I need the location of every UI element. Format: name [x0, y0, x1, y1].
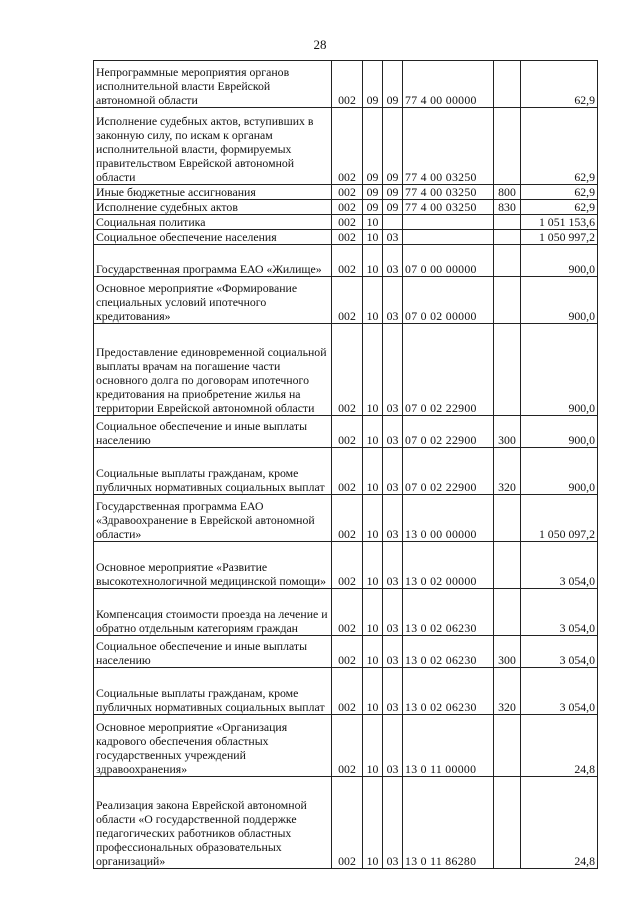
expense-type-cell [494, 215, 521, 230]
section-code-cell: 09 [363, 61, 383, 108]
row-name-cell: Предоставление единовременной социальной выплаты врачам на погашение части основного долга по договорам ипотечного кредитования на приобретение жилья на территории Еврейской автономной области [94, 324, 332, 416]
target-article-cell: 13 0 11 86280 [403, 777, 494, 869]
section-code-cell: 09 [363, 185, 383, 200]
subsection-code-cell: 03 [383, 777, 403, 869]
row-name-cell: Социальные выплаты гражданам, кроме публичных нормативных социальных выплат [94, 668, 332, 715]
admin-code-cell: 002 [332, 277, 363, 324]
amount-cell: 24,8 [521, 777, 598, 869]
row-name-cell: Основное мероприятие «Организация кадрового обеспечения областных государственных учреждений здравоохранения» [94, 715, 332, 777]
target-article-cell: 13 0 02 06230 [403, 636, 494, 668]
subsection-code-cell: 03 [383, 416, 403, 448]
subsection-code-cell: 03 [383, 448, 403, 495]
page-number: 28 [313, 37, 327, 52]
target-article-cell: 07 0 02 00000 [403, 277, 494, 324]
row-name-cell: Исполнение судебных актов, вступивших в законную силу, по искам к органам исполнительной власти, формируемых правительством Еврейской автономной области [94, 108, 332, 185]
row-name-cell: Реализация закона Еврейской автономной области «О государственной поддержке педагогических работников областных профессиональных образовательных организаций» [94, 777, 332, 869]
expense-type-cell [494, 542, 521, 589]
table-row [94, 589, 598, 636]
expense-type-cell [494, 277, 521, 324]
row-name-cell: Социальное обеспечение и иные выплаты населению [94, 416, 332, 448]
admin-code-cell: 002 [332, 589, 363, 636]
expense-type-cell [494, 324, 521, 416]
section-code-cell: 10 [363, 777, 383, 869]
amount-cell: 3 054,0 [521, 542, 598, 589]
admin-code-cell: 002 [332, 215, 363, 230]
amount-cell: 3 054,0 [521, 636, 598, 668]
subsection-code-cell: 09 [383, 108, 403, 185]
target-article-cell [403, 215, 494, 230]
table-row [94, 245, 598, 277]
table-row [94, 715, 598, 777]
table-row [94, 416, 598, 448]
row-name-cell: Социальное обеспечение и иные выплаты населению [94, 636, 332, 668]
subsection-code-cell: 03 [383, 542, 403, 589]
table-row [94, 230, 598, 245]
target-article-cell: 13 0 11 00000 [403, 715, 494, 777]
amount-cell: 900,0 [521, 416, 598, 448]
admin-code-cell: 002 [332, 245, 363, 277]
target-article-cell: 77 4 00 03250 [403, 185, 494, 200]
section-code-cell: 10 [363, 230, 383, 245]
section-code-cell: 10 [363, 277, 383, 324]
row-name-cell: Иные бюджетные ассигнования [94, 185, 332, 200]
amount-cell: 1 050 097,2 [521, 495, 598, 542]
admin-code-cell: 002 [332, 230, 363, 245]
expense-type-cell [494, 61, 521, 108]
subsection-code-cell: 09 [383, 200, 403, 215]
target-article-cell [403, 230, 494, 245]
subsection-code-cell: 03 [383, 495, 403, 542]
subsection-code-cell: 03 [383, 245, 403, 277]
amount-cell: 62,9 [521, 108, 598, 185]
amount-cell: 3 054,0 [521, 668, 598, 715]
table-row [94, 448, 598, 495]
expense-type-cell: 320 [494, 448, 521, 495]
table-row [94, 495, 598, 542]
section-code-cell: 10 [363, 668, 383, 715]
admin-code-cell: 002 [332, 715, 363, 777]
admin-code-cell: 002 [332, 668, 363, 715]
amount-cell: 900,0 [521, 245, 598, 277]
table-row [94, 61, 598, 108]
row-name-cell: Государственная программа ЕАО «Жилище» [94, 245, 332, 277]
subsection-code-cell: 09 [383, 185, 403, 200]
amount-cell: 24,8 [521, 715, 598, 777]
table-row [94, 777, 598, 869]
amount-cell: 62,9 [521, 61, 598, 108]
expense-type-cell [494, 245, 521, 277]
target-article-cell: 77 4 00 03250 [403, 108, 494, 185]
target-article-cell: 13 0 02 00000 [403, 542, 494, 589]
expense-type-cell: 800 [494, 185, 521, 200]
section-code-cell: 10 [363, 416, 383, 448]
admin-code-cell: 002 [332, 61, 363, 108]
admin-code-cell: 002 [332, 200, 363, 215]
target-article-cell: 13 0 02 06230 [403, 589, 494, 636]
budget-table [93, 60, 598, 869]
admin-code-cell: 002 [332, 542, 363, 589]
expense-type-cell [494, 777, 521, 869]
target-article-cell: 13 0 00 00000 [403, 495, 494, 542]
section-code-cell: 10 [363, 245, 383, 277]
amount-cell: 3 054,0 [521, 589, 598, 636]
admin-code-cell: 002 [332, 185, 363, 200]
section-code-cell: 10 [363, 589, 383, 636]
section-code-cell: 10 [363, 636, 383, 668]
budget-table-body [94, 61, 598, 869]
expense-type-cell [494, 715, 521, 777]
expense-type-cell [494, 108, 521, 185]
table-row [94, 108, 598, 185]
target-article-cell: 07 0 02 22900 [403, 324, 494, 416]
section-code-cell: 10 [363, 495, 383, 542]
section-code-cell: 09 [363, 200, 383, 215]
amount-cell: 900,0 [521, 324, 598, 416]
section-code-cell: 10 [363, 448, 383, 495]
subsection-code-cell: 03 [383, 277, 403, 324]
subsection-code-cell: 03 [383, 589, 403, 636]
subsection-code-cell: 03 [383, 668, 403, 715]
admin-code-cell: 002 [332, 108, 363, 185]
target-article-cell: 77 4 00 03250 [403, 200, 494, 215]
row-name-cell: Основное мероприятие «Развитие высокотехнологичной медицинской помощи» [94, 542, 332, 589]
expense-type-cell: 300 [494, 636, 521, 668]
amount-cell: 900,0 [521, 448, 598, 495]
subsection-code-cell: 03 [383, 324, 403, 416]
row-name-cell: Компенсация стоимости проезда на лечение и обратно отдельным категориям граждан [94, 589, 332, 636]
expense-type-cell: 320 [494, 668, 521, 715]
target-article-cell: 77 4 00 00000 [403, 61, 494, 108]
row-name-cell: Исполнение судебных актов [94, 200, 332, 215]
expense-type-cell [494, 230, 521, 245]
amount-cell: 900,0 [521, 277, 598, 324]
expense-type-cell [494, 589, 521, 636]
section-code-cell: 10 [363, 215, 383, 230]
row-name-cell: Государственная программа ЕАО «Здравоохранение в Еврейской автономной области» [94, 495, 332, 542]
target-article-cell: 07 0 00 00000 [403, 245, 494, 277]
subsection-code-cell [383, 215, 403, 230]
admin-code-cell: 002 [332, 777, 363, 869]
amount-cell: 1 051 153,6 [521, 215, 598, 230]
table-row [94, 636, 598, 668]
amount-cell: 1 050 997,2 [521, 230, 598, 245]
admin-code-cell: 002 [332, 324, 363, 416]
row-name-cell: Основное мероприятие «Формирование специальных условий ипотечного кредитования» [94, 277, 332, 324]
table-row [94, 542, 598, 589]
subsection-code-cell: 03 [383, 636, 403, 668]
row-name-cell: Социальная политика [94, 215, 332, 230]
admin-code-cell: 002 [332, 416, 363, 448]
table-row [94, 215, 598, 230]
table-row [94, 277, 598, 324]
subsection-code-cell: 09 [383, 61, 403, 108]
table-row [94, 200, 598, 215]
admin-code-cell: 002 [332, 448, 363, 495]
expense-type-cell [494, 495, 521, 542]
expense-type-cell: 300 [494, 416, 521, 448]
table-row [94, 185, 598, 200]
target-article-cell: 07 0 02 22900 [403, 448, 494, 495]
section-code-cell: 09 [363, 108, 383, 185]
subsection-code-cell: 03 [383, 715, 403, 777]
table-row [94, 324, 598, 416]
section-code-cell: 10 [363, 324, 383, 416]
amount-cell: 62,9 [521, 200, 598, 215]
admin-code-cell: 002 [332, 495, 363, 542]
expense-type-cell: 830 [494, 200, 521, 215]
row-name-cell: Непрограммные мероприятия органов исполнительной власти Еврейской автономной области [94, 61, 332, 108]
table-row [94, 668, 598, 715]
admin-code-cell: 002 [332, 636, 363, 668]
section-code-cell: 10 [363, 715, 383, 777]
row-name-cell: Социальное обеспечение населения [94, 230, 332, 245]
subsection-code-cell: 03 [383, 230, 403, 245]
section-code-cell: 10 [363, 542, 383, 589]
target-article-cell: 13 0 02 06230 [403, 668, 494, 715]
target-article-cell: 07 0 02 22900 [403, 416, 494, 448]
amount-cell: 62,9 [521, 185, 598, 200]
row-name-cell: Социальные выплаты гражданам, кроме публичных нормативных социальных выплат [94, 448, 332, 495]
